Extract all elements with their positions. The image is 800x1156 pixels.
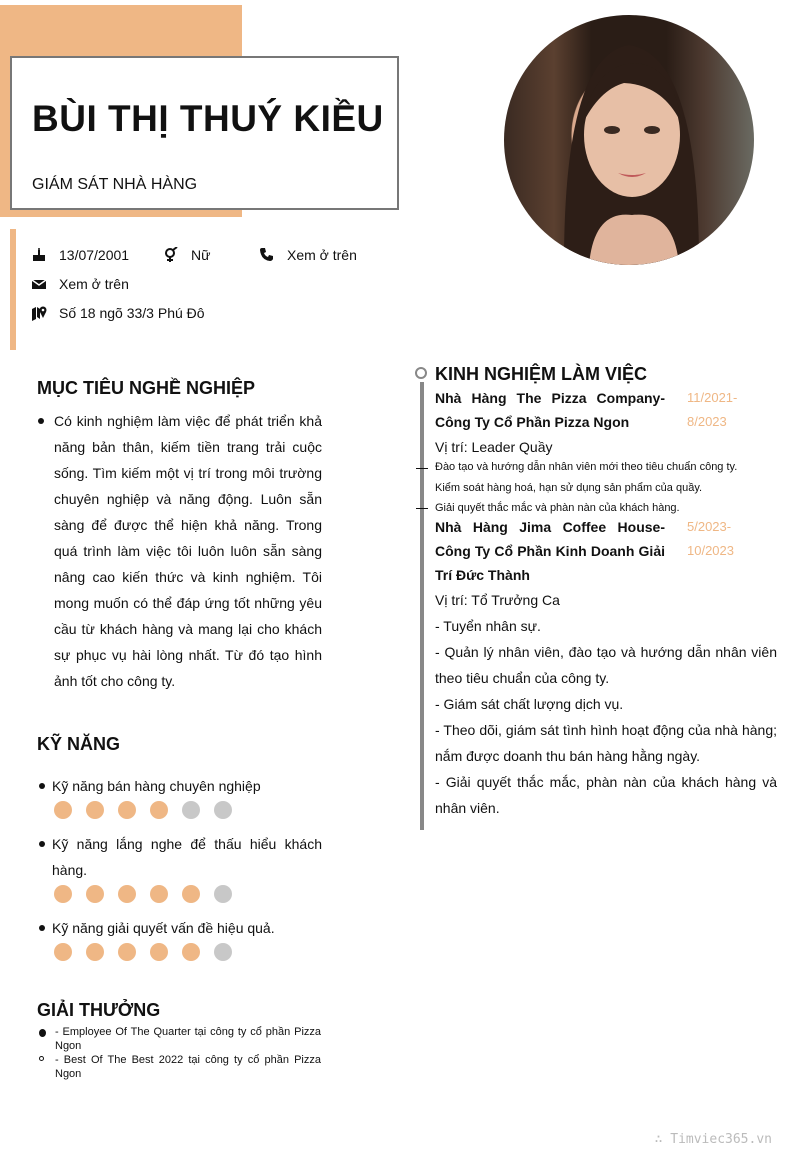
phone-info	[259, 247, 357, 263]
bullet-icon	[38, 418, 44, 424]
birthday-value: 13/07/2001	[59, 247, 130, 263]
timeline-tick	[416, 508, 428, 509]
bullet-icon	[39, 1056, 44, 1061]
skills-heading: KỸ NĂNG	[37, 734, 121, 754]
job-date-end: 10/2023	[687, 543, 734, 558]
job-detail: Đào tạo và hướng dẫn nhân viên mới theo tiêu chuẩn công ty.	[435, 461, 738, 473]
rating-dot-empty	[214, 885, 232, 903]
address-value: Số 18 ngõ 33/3 Phú Đô	[59, 305, 205, 321]
job-date-start: 11/2021-	[687, 390, 738, 405]
envelope-icon	[31, 276, 47, 292]
watermark: ∴ Timviec365.vn	[654, 1132, 772, 1147]
skill-label: Kỹ năng lắng nghe để thấu hiểu khách hàng.	[52, 836, 322, 878]
job-company: Nhà Hàng Jima Coffee House- Công Ty Cổ Phần Kinh Doanh Giải Trí Đức Thành	[435, 519, 665, 583]
candidate-name: BÙI THỊ THUÝ KIỀU	[32, 98, 384, 139]
rating-dot-filled	[182, 885, 200, 903]
bullet-icon	[39, 925, 45, 931]
awards-heading: GIẢI THƯỞNG	[37, 1000, 161, 1020]
timeline-circle-icon	[415, 367, 427, 379]
email-info	[31, 276, 129, 292]
phone-icon	[259, 247, 275, 263]
rating-dot-filled	[86, 801, 104, 819]
job-detail: Kiểm soát hàng hoá, hạn sử dụng sản phẩm của quầy.	[435, 482, 703, 494]
rating-dot-filled	[118, 885, 136, 903]
info-accent-bar	[10, 229, 16, 350]
name-box	[10, 56, 399, 210]
portrait-illustration	[504, 15, 754, 265]
rating-dot-filled	[118, 801, 136, 819]
award-item: - Best Of The Best 2022 tại công ty cổ phần Pizza Ngon	[55, 1054, 321, 1080]
rating-dot-filled	[182, 943, 200, 961]
skill-rating	[54, 885, 232, 903]
timeline-line	[420, 382, 424, 830]
job-detail: - Theo dõi, giám sát tình hình hoạt động của nhà hàng; nắm được doanh thu bán hàng hằng ngày.	[435, 722, 777, 764]
email-value: Xem ở trên	[59, 276, 129, 292]
job-detail: - Giải quyết thắc mắc, phàn nàn của khách hàng và nhân viên.	[435, 774, 777, 816]
job-position: Vị trí: Tổ Trưởng Ca	[435, 592, 560, 608]
rating-dot-filled	[86, 885, 104, 903]
rating-dot-filled	[54, 943, 72, 961]
skill-rating	[54, 943, 232, 961]
rating-dot-filled	[150, 885, 168, 903]
job-detail: - Tuyển nhân sự.	[435, 618, 541, 634]
job-title: GIÁM SÁT NHÀ HÀNG	[32, 176, 198, 193]
timeline-tick	[416, 468, 428, 469]
bullet-icon	[39, 841, 45, 847]
job-position: Vị trí: Leader Quầy	[435, 439, 553, 455]
skill-label: Kỹ năng bán hàng chuyên nghiệp	[52, 778, 261, 794]
birthday-info	[31, 247, 129, 263]
skill-label: Kỹ năng giải quyết vấn đề hiệu quả.	[52, 920, 275, 936]
objective-text: Có kinh nghiệm làm việc để phát triển khả năng bản thân, kiếm tiền trang trải cuộc sống. Tìm kiếm một vị trí trong môi trường chuyên nghiệp và năng động. Luôn sẵn sàng để được thể hiện khả năng. Trong quá trình làm việc tôi luôn luôn sẵn sàng nâng cao kiến thức và kinh nghiệm. Tôi mong muốn có thể đáp ứng tốt những yêu cầu từ khách hàng và mang lại cho khách sự phục vụ hài lòng nhất. Từ đó tạo hình ảnh tốt cho công ty.	[54, 413, 322, 689]
bullet-icon	[39, 1029, 46, 1037]
experience-heading: KINH NGHIỆM LÀM VIỆC	[435, 364, 648, 384]
gender-value: Nữ	[191, 247, 211, 263]
job-detail: - Giám sát chất lượng dịch vụ.	[435, 696, 624, 712]
rating-dot-empty	[214, 801, 232, 819]
job-company: Nhà Hàng The Pizza Company- Công Ty Cổ Phần Pizza Ngon	[435, 390, 665, 430]
bullet-icon	[39, 783, 45, 789]
award-item: - Employee Of The Quarter tại công ty cổ phần Pizza Ngon	[55, 1026, 321, 1052]
gender-info	[163, 247, 210, 263]
rating-dot-filled	[86, 943, 104, 961]
skill-rating	[54, 801, 232, 819]
rating-dot-filled	[54, 885, 72, 903]
rating-dot-filled	[150, 943, 168, 961]
objective-heading: MỤC TIÊU NGHỀ NGHIỆP	[37, 378, 256, 398]
rating-dot-filled	[54, 801, 72, 819]
job-date-end: 8/2023	[687, 414, 727, 429]
rating-dot-empty	[214, 943, 232, 961]
job-detail: - Quản lý nhân viên, đào tạo và hướng dẫn nhân viên theo tiêu chuẩn của công ty.	[435, 644, 777, 686]
profile-photo	[504, 15, 754, 265]
address-info	[31, 305, 205, 321]
job-date-start: 5/2023-	[687, 519, 732, 534]
job-detail: Giải quyết thắc mắc và phàn nàn của khách hàng.	[435, 502, 680, 514]
gender-icon	[163, 247, 179, 263]
rating-dot-empty	[182, 801, 200, 819]
rating-dot-filled	[118, 943, 136, 961]
rating-dot-filled	[150, 801, 168, 819]
cake-icon	[31, 247, 47, 263]
map-marker-icon	[31, 305, 47, 321]
phone-value: Xem ở trên	[287, 247, 357, 263]
